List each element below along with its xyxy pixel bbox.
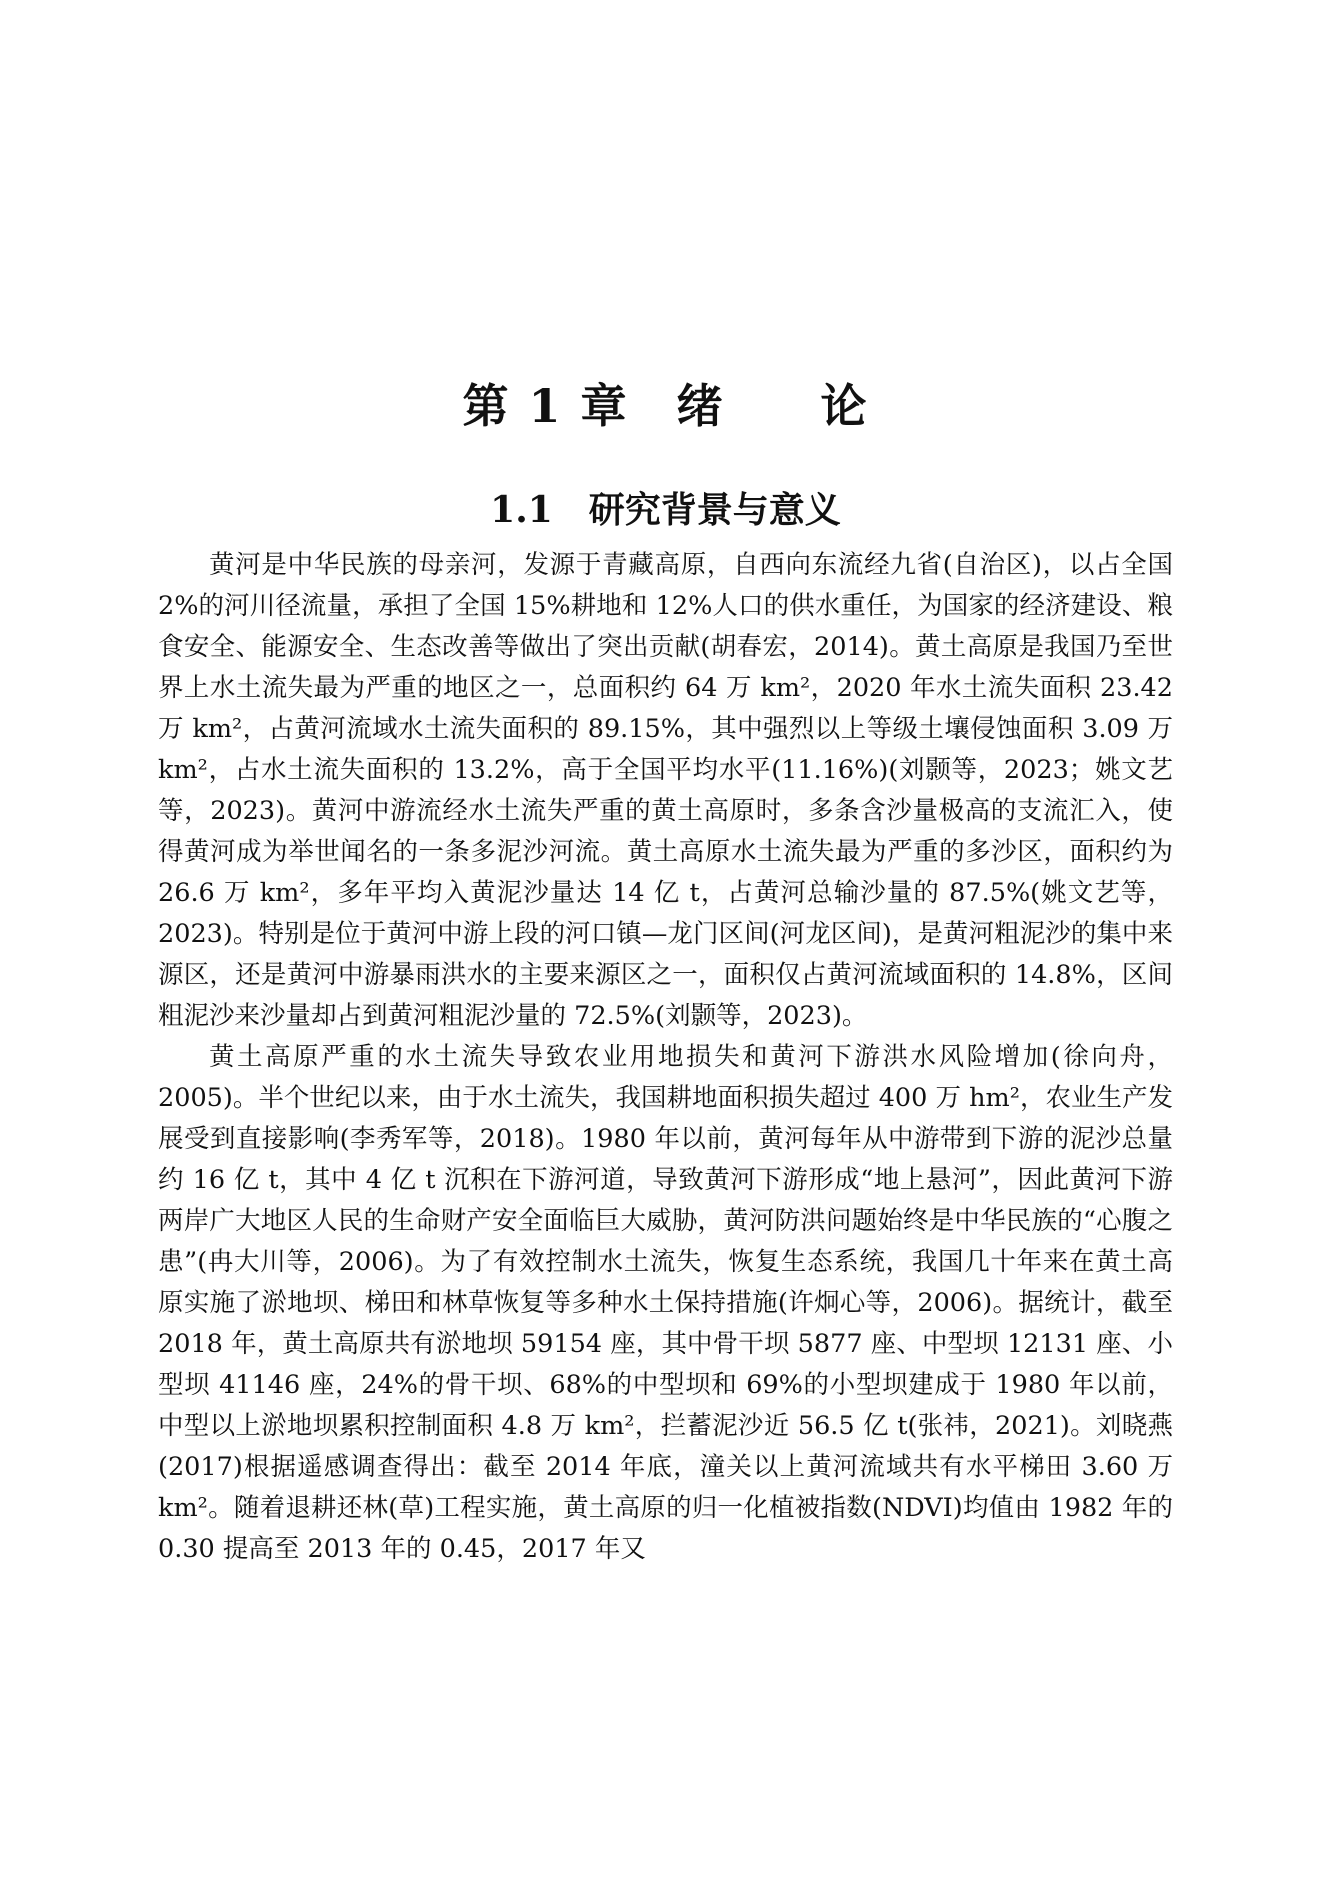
paragraph-2: 黄土高原严重的水土流失导致农业用地损失和黄河下游洪水风险增加(徐向舟，2005)。半个世纪以来，由于水土流失，我国耕地面积损失超过 400 万 hm²，农业生产发展受到直接影响(李秀军等，2018)。1980 年以前，黄河每年从中游带到下游的泥沙总量约 16 亿 t，其中 4 亿 t 沉积在下游河道，导致黄河下游形成“地上悬河”，因此黄河下游两岸广大地区人民的生命财产安全面临巨大威胁，黄河防洪问题始终是中华民族的“心腹之患”(冉大川等，2006)。为了有效控制水土流失，恢复生态系统，我国几十年来在黄土高原实施了淤地坝、梯田和林草恢复等多种水土保持措施(许炯心等，2006)。据统计，截至 2018 年，黄土高原共有淤地坝 59154 座，其中骨干坝 5877 座、中型坝 12131 座、小型坝 41146 座，24%的骨干坝、68%的中型坝和 69%的小型坝建成于 1980 年以前，中型以上淤地坝累积控制面积 4.8 万 km²，拦蓄泥沙近 56.5 亿 t(张祎，2021)。刘晓燕(2017)根据遥感调查得出：截至 2014 年底，潼关以上黄河流域共有水平梯田 3.60 万 km²。随着退耕还林(草)工程实施，黄土高原的归一化植被指数(NDVI)均值由 1982 年的 0.30 提高至 2013 年的 0.45，2017 年又 [158,1042,1173,1564]
chapter-title: 第 1 章 绪 论 [462,378,869,433]
section-title: 1.1 研究背景与意义 [490,488,841,531]
paragraph-1: 黄河是中华民族的母亲河，发源于青藏高原，自西向东流经九省(自治区)，以占全国 2%的河川径流量，承担了全国 15%耕地和 12%人口的供水重任，为国家的经济建设、粮食安全、能源安全、生态改善等做出了突出贡献(胡春宏，2014)。黄土高原是我国乃至世界上水土流失最为严重的地区之一，总面积约 64 万 km²，2020 年水土流失面积 23.42 万 km²，占黄河流域水土流失面积的 89.15%，其中强烈以上等级土壤侵蚀面积 3.09 万 km²，占水土流失面积的 13.2%，高于全国平均水平(11.16%)(刘颢等，2023；姚文艺等，2023)。黄河中游流经水土流失严重的黄土高原时，多条含沙量极高的支流汇入，使得黄河成为举世闻名的一条多泥沙河流。黄土高原水土流失最为严重的多沙区，面积约为 26.6 万 km²，多年平均入黄泥沙量达 14 亿 t，占黄河总输沙量的 87.5%(姚文艺等，2023)。特别是位于黄河中游上段的河口镇—龙门区间(河龙区间)，是黄河粗泥沙的集中来源区，还是黄河中游暴雨洪水的主要来源区之一，面积仅占黄河流域面积的 14.8%，区间粗泥沙来沙量却占到黄河粗泥沙量的 72.5%(刘颢等，2023)。 [158,550,1173,1031]
body-text [158,545,1173,1570]
